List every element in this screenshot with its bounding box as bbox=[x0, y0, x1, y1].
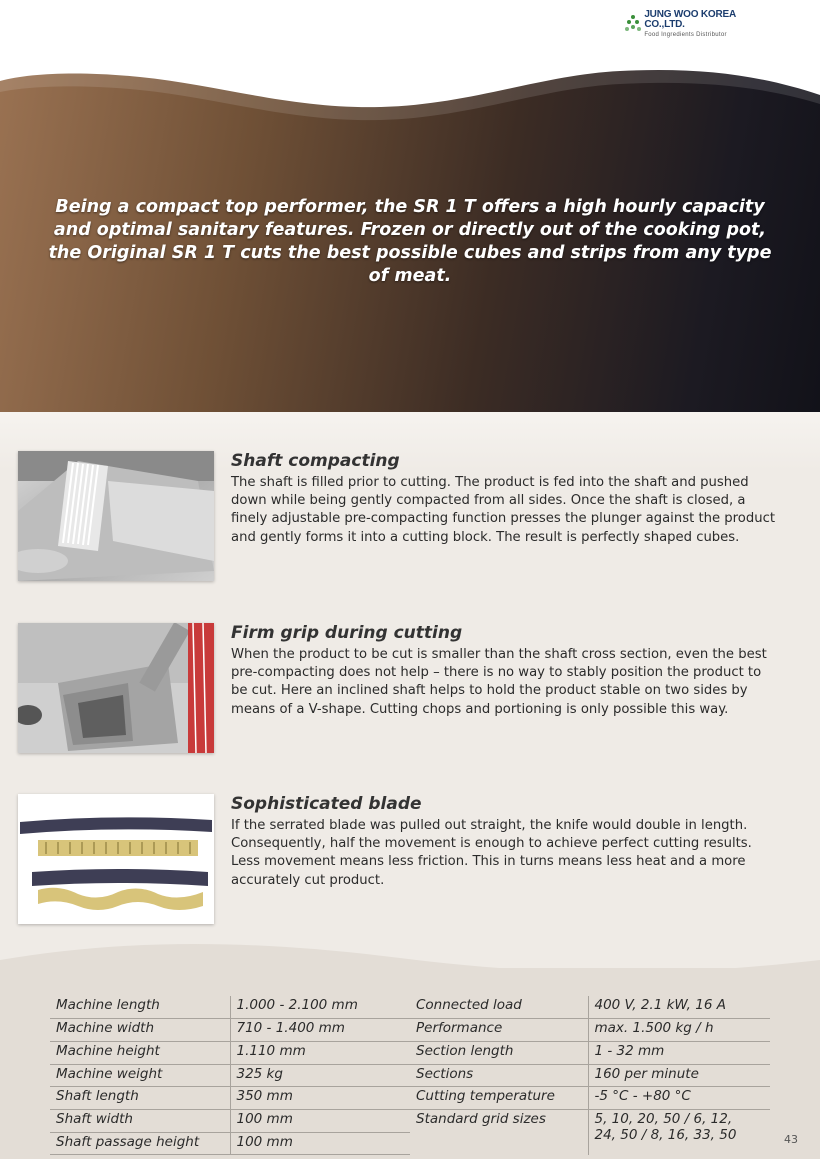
spec-value: 5, 10, 20, 50 / 6, 12, bbox=[594, 1110, 733, 1127]
spec-row bbox=[50, 1132, 410, 1155]
spec-label: Shaft length bbox=[50, 1087, 230, 1110]
logo-leaf-icon bbox=[624, 14, 640, 34]
spec-row bbox=[50, 1019, 410, 1042]
spec-label: Performance bbox=[410, 1019, 588, 1042]
spec-value-multiline bbox=[588, 1109, 770, 1155]
spec-label: Connected load bbox=[410, 996, 588, 1019]
spec-row bbox=[50, 996, 410, 1019]
spec-label: Machine height bbox=[50, 1041, 230, 1064]
spec-label: Sections bbox=[410, 1064, 588, 1087]
spec-label: Cutting temperature bbox=[410, 1087, 588, 1110]
spec-value: 1.000 - 2.100 mm bbox=[230, 996, 410, 1019]
spec-value: 325 kg bbox=[230, 1064, 410, 1087]
spec-label: Machine width bbox=[50, 1019, 230, 1042]
feature-description: When the product to be cut is smaller than the shaft cross section, even the best pre-compacting does not help – there is no way to stably position the product to be cut. Here an inclined shaft helps to hold the product stable on two sides by means of a V-shape. Cutting chops and portioning is only possible this way. bbox=[231, 647, 767, 717]
spec-row bbox=[50, 1087, 410, 1110]
spec-value: 24, 50 / 8, 16, 33, 50 bbox=[594, 1126, 737, 1143]
feature-title: Sophisticated blade bbox=[231, 794, 422, 814]
spec-row bbox=[50, 1041, 410, 1064]
shaft-compacting-photo bbox=[18, 451, 214, 581]
feature-title: Shaft compacting bbox=[231, 451, 400, 471]
spec-label: Shaft width bbox=[50, 1109, 230, 1132]
spec-row bbox=[410, 996, 770, 1019]
spec-row bbox=[410, 1064, 770, 1087]
firm-grip-photo bbox=[18, 623, 214, 753]
spec-value: 400 V, 2.1 kW, 16 A bbox=[588, 996, 770, 1019]
company-logo bbox=[624, 9, 766, 38]
spec-value: 160 per minute bbox=[588, 1064, 770, 1087]
spec-label: Section length bbox=[410, 1041, 588, 1064]
spec-value: -5 °C - +80 °C bbox=[588, 1087, 770, 1110]
spec-table-left bbox=[50, 996, 410, 1155]
spec-table-right bbox=[410, 996, 770, 1155]
logo-tagline: Food Ingredients Distributor bbox=[644, 32, 727, 38]
spec-label: Machine weight bbox=[50, 1064, 230, 1087]
spec-value: 710 - 1.400 mm bbox=[230, 1019, 410, 1042]
spec-top-wave bbox=[0, 930, 820, 990]
page-number: 43 bbox=[784, 1133, 798, 1146]
spec-row bbox=[410, 1041, 770, 1064]
hero-sheen-wave bbox=[0, 60, 820, 160]
blade-photo bbox=[18, 794, 214, 924]
spec-row bbox=[50, 1064, 410, 1087]
spec-label: Shaft passage height bbox=[50, 1132, 230, 1155]
spec-value: 1 - 32 mm bbox=[588, 1041, 770, 1064]
spec-row bbox=[410, 1109, 770, 1155]
logo-name: JUNG WOO KOREA CO.,LTD. bbox=[644, 9, 736, 30]
spec-row bbox=[50, 1109, 410, 1132]
spec-value: 100 mm bbox=[230, 1132, 410, 1155]
feature-description: If the serrated blade was pulled out straight, the knife would double in length. Consequently, half the movement is enough to achieve perfect cutting results. Less movement means less friction. This in turns means less heat and a more accurately cut product. bbox=[231, 818, 752, 888]
spec-value: max. 1.500 kg / h bbox=[588, 1019, 770, 1042]
feature-description: The shaft is filled prior to cutting. The product is fed into the shaft and pushed down while being gently compacted from all sides. Once the shaft is closed, a finely adjustable pre-compacting function presses the plunger against the product and gently forms it into a cutting block. The result is perfectly shaped cubes. bbox=[231, 475, 775, 545]
feature-title: Firm grip during cutting bbox=[231, 623, 463, 643]
spec-row bbox=[410, 1087, 770, 1110]
spec-value: 350 mm bbox=[230, 1087, 410, 1110]
hero-intro-text: Being a compact top performer, the SR 1 T offers a high hourly capacity and optimal sanitary features. Frozen or directly out of the cooking pot, the Original SR 1 T cuts the best possible cubes and strips from any type of meat. bbox=[48, 197, 772, 286]
spec-label: Standard grid sizes bbox=[410, 1109, 588, 1155]
spec-value: 100 mm bbox=[230, 1109, 410, 1132]
spec-label: Machine length bbox=[50, 996, 230, 1019]
spec-value: 1.110 mm bbox=[230, 1041, 410, 1064]
spec-row bbox=[410, 1019, 770, 1042]
